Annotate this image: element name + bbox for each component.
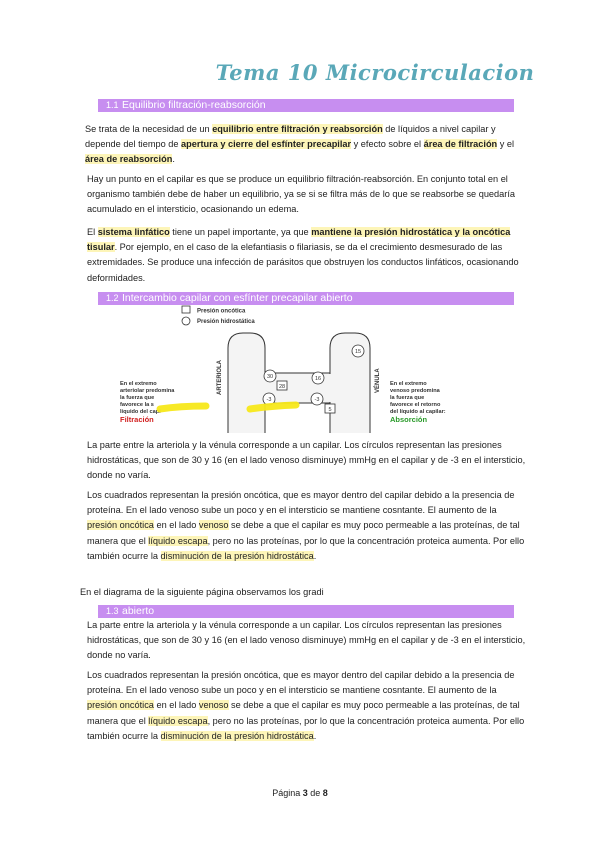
page-title: Tema 10 Microcirculacion — [215, 60, 535, 85]
highlight: área de reabsorción — [85, 154, 173, 165]
page-title-container — [0, 60, 600, 85]
highlight: venoso — [198, 520, 229, 531]
text: y el — [497, 139, 515, 150]
section-heading-3 — [98, 605, 514, 618]
value-minus3-right: -3 — [314, 397, 320, 403]
legend-oncotic: Presión oncótica — [197, 308, 246, 315]
footer-sep: de — [307, 788, 323, 798]
value-5: 5 — [328, 407, 332, 413]
highlight: presión oncótica — [87, 700, 154, 711]
highlight: presión oncótica — [87, 520, 154, 531]
venula-label: VÉNULA — [375, 368, 381, 393]
highlight-stroke-left — [160, 406, 206, 409]
current-page: 3 — [302, 788, 308, 798]
highlight-stroke-right — [250, 405, 296, 409]
paragraph-1 — [85, 122, 525, 168]
absorcion-label: Absorción — [390, 415, 428, 424]
paragraph-4: La parte entre la arteriola y la vénula corresponde a un capilar. Los círculos representan las presiones hidrostáticas, que son de 30 y 16 (en el lado venoso disminuye) mmHg en el capilar y de -3 en el intersticio, donde no varía. — [87, 440, 526, 481]
text: El — [87, 227, 98, 237]
section-title: Equilibrio filtración-reabsorción — [122, 99, 266, 111]
text: de líquidos a nivel capilar y depende del tiempo de — [85, 124, 496, 150]
value-30: 30 — [266, 374, 274, 380]
left-line-1: En el extremo — [120, 381, 157, 387]
capillary-diagram — [110, 303, 446, 433]
text: tiene un papel importante, ya que — [169, 227, 312, 237]
highlight: líquido escapa — [148, 715, 208, 726]
right-line-3: la fuerza que — [390, 395, 425, 401]
highlight: sistema linfático — [97, 227, 170, 237]
paragraph-6: En el diagrama de la siguiente página observamos los gradi — [80, 587, 324, 597]
text: se debe a que el capilar es muy poco permeable a las proteínas, de tal manera que el — [87, 520, 520, 546]
text: y efecto sobre el — [351, 139, 424, 150]
page-footer — [0, 788, 600, 798]
right-line-2: venoso predomina — [390, 388, 440, 394]
highlight: área de filtración — [423, 139, 498, 150]
arteriola-label: ARTERIOLA — [217, 360, 223, 395]
highlight: disminución de la presión hidrostática — [160, 550, 314, 561]
text: Se trata de la necesidad de un — [85, 124, 213, 134]
section-number: 1.2 — [106, 293, 119, 303]
legend-square-icon — [182, 306, 190, 313]
filtracion-label: Filtración — [120, 415, 154, 424]
highlight: equilibrio entre filtración y reabsorción — [212, 124, 383, 134]
text: . — [313, 550, 317, 561]
text: . Por ejemplo, en el caso de la elefantiasis o filariasis, se da el crecimiento desmesurado de las extremidades. Se produce una infección de parásitos que obstruyen los conductos linfáticos, ocasionando deformidades. — [87, 242, 519, 283]
left-line-2: arteriolar predomina — [120, 388, 175, 394]
text: en el lado — [153, 520, 199, 531]
paragraph-3 — [87, 225, 527, 286]
left-line-5: líquido del capi — [120, 409, 161, 415]
text: Los cuadrados representan la presión oncótica, que es mayor dentro del capilar debido a la presencia de proteína. En el lado venoso sube un poco y en el intersticio se mantiene cosntante. El aumento de la — [87, 670, 515, 696]
text: se debe a que el capilar es muy poco permeable a las proteínas, de tal manera que el — [87, 700, 520, 726]
footer-prefix: Página — [272, 788, 303, 798]
value-15: 15 — [354, 349, 362, 355]
legend-hydrostatic: Presión hidrostática — [197, 319, 255, 325]
right-line-1: En el extremo — [390, 381, 427, 387]
section-number: 1.3 — [106, 606, 119, 616]
section-title: abierto — [122, 605, 155, 617]
paragraph-8 — [87, 668, 527, 744]
text: . — [313, 730, 317, 741]
text: , pero no las proteínas, por lo que la concentración proteica aumenta. Por ello también ocurre la — [87, 715, 525, 741]
total-pages: 8 — [322, 788, 328, 798]
text: , pero no las proteínas, por lo que la concentración proteica aumenta. Por ello también ocurre la — [87, 535, 525, 561]
section-number: 1.1 — [106, 100, 119, 110]
left-line-4: favorece la s — [120, 402, 154, 408]
right-line-4: favorece el retorno — [390, 402, 441, 408]
left-line-3: la fuerza que — [120, 395, 155, 401]
venule-vessel — [330, 333, 370, 433]
highlight: líquido escapa — [148, 535, 208, 546]
highlight: venoso — [198, 700, 229, 711]
legend-circle-icon — [182, 317, 190, 325]
section-title: Intercambio capilar con esfínter precapilar abierto — [122, 292, 353, 304]
section-heading-1 — [98, 99, 514, 112]
value-16: 16 — [314, 376, 322, 382]
text: Los cuadrados representan la presión oncótica, que es mayor dentro del capilar debido a la presencia de proteína. En el lado venoso sube un poco y en el intersticio se mantiene cosntante. El aumento de la — [87, 490, 515, 516]
highlight: apertura y cierre del esfínter precapilar — [181, 139, 352, 150]
value-28: 28 — [278, 384, 286, 390]
paragraph-5 — [87, 488, 527, 564]
right-caption — [390, 381, 446, 415]
paragraph-7: La parte entre la arteriola y la vénula corresponde a un capilar. Los círculos representan las presiones hidrostáticas, que son de 30 y 16 (en el lado venoso disminuye) mmHg en el capilar y de -3 en el intersticio, donde no varía. — [87, 620, 526, 661]
text: en el lado — [153, 700, 199, 711]
right-line-5: del líquido al capilar: — [390, 409, 446, 415]
highlight: disminución de la presión hidrostática — [160, 730, 314, 741]
paragraph-2: Hay un punto en el capilar es que se produce un equilibrio filtración-reabsorción. En conjunto total en el organismo también debe de haber un equilibrio, ya se si se filtra más de lo que se reabsorbe se quedaría acumulado en el intersticio, ocasionando un edema. — [87, 174, 515, 215]
arteriole-vessel — [228, 333, 265, 433]
value-minus3-left: -3 — [266, 397, 272, 403]
highlight: mantiene la presión hidrostática y la oncótica tisular — [87, 227, 511, 253]
text: . — [172, 154, 175, 165]
